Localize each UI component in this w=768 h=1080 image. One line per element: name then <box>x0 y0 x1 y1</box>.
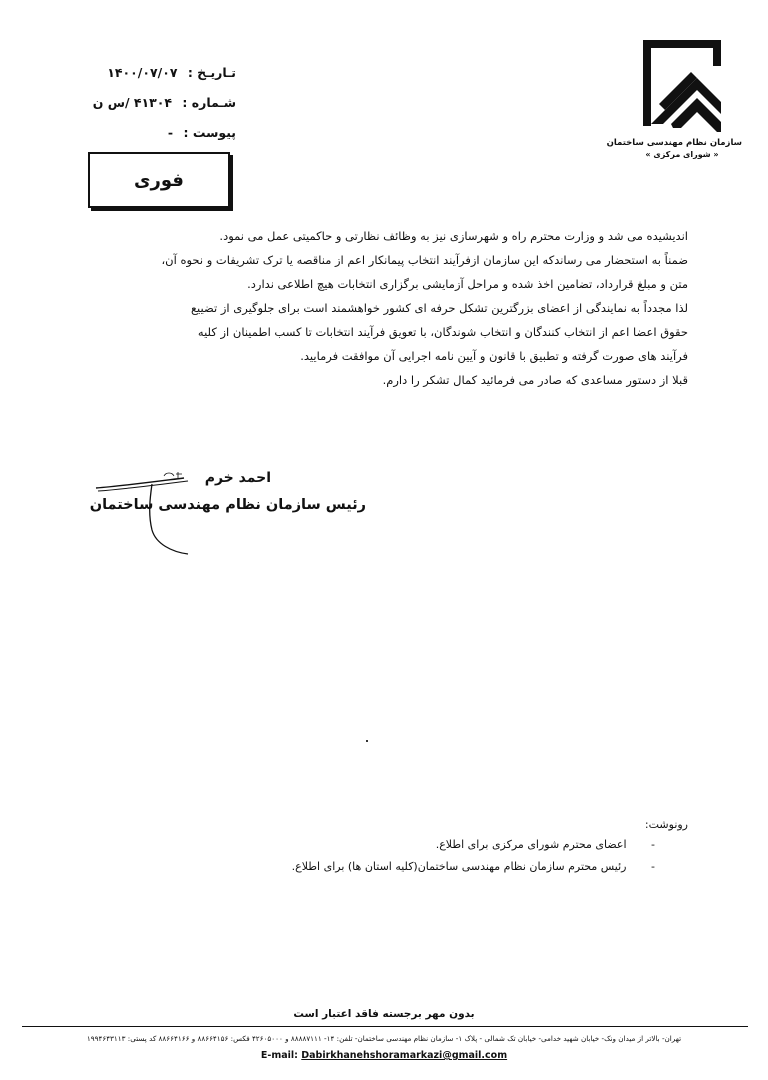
building-logo-icon <box>637 36 727 136</box>
attachment-label: پیوست : <box>183 125 236 140</box>
cc-item <box>292 834 664 856</box>
number-row <box>86 88 236 118</box>
org-council: « شورای مرکزی » <box>645 150 719 159</box>
cc-dash: - <box>651 838 655 851</box>
footer-address: تهران- بالاتر از میدان ونک- خیابان شهید خدامی- خیابان تک شمالی - پلاک ۱- سازمان نظام مهندسی ساختمان- تلفن: ۱۴- ۸۸۸۸۷۱۱۱ و ۴۲۶۰۵۰۰۰ فکس: ۸۸۶۶۴۱۵۶ و ۸۸۶۶۴۱۶۶ کد پستی: ۱۹۹۴۶۴۳۱۱۳ <box>86 1034 682 1043</box>
attachment-value: - <box>167 125 174 140</box>
email-label: E-mail: <box>260 1050 298 1061</box>
number-label: شـماره : <box>182 95 236 110</box>
email-link[interactable]: Dabirkhanehshoramarkazi@gmail.com <box>301 1050 508 1061</box>
body-line: اندیشیده می شد و وزارت محترم راه و شهرسازی نیز به وظائف نظارتی و حاکمیتی عمل می نمود. <box>219 229 688 243</box>
number-value: ۴۱۳۰۴ /س ن <box>92 95 173 110</box>
body-line: متن و مبلغ قرارداد، تضامین اخذ شده و مراحل آزمایشی برگزاری انتخابات هیچ اطلاعی ندارد. <box>247 277 688 291</box>
letter-body <box>76 224 688 392</box>
urgent-stamp: فوری <box>88 152 230 208</box>
signatory-title: رئیس سازمان نظام مهندسی ساختمان <box>89 497 366 513</box>
letter-meta <box>86 58 236 148</box>
footer-seal-note: بدون مهر برجسته فاقد اعتبار است <box>293 1008 475 1020</box>
cc-list <box>292 834 664 878</box>
cc-dash: - <box>651 860 655 873</box>
body-line: ضمناً به استحضار می رساندکه این سازمان ازفرآیند انتخاب پیمانکار اعم از مناقصه یا ترک تشریفات و نحوه آن، <box>161 253 688 267</box>
org-logo-block <box>606 36 742 159</box>
date-row <box>86 58 236 88</box>
signatory-name: احمد خرم <box>204 470 271 486</box>
cc-item-text: اعضای محترم شورای مرکزی برای اطلاع. <box>435 838 627 851</box>
date-value: ۱۴۰۰/۰۷/۰۷ <box>107 65 178 80</box>
body-line: حقوق اعضا اعم از انتخاب کنندگان و انتخاب شوندگان، با تعویق فرآیند انتخابات تا کسب اطمینان از کلیه <box>197 325 688 339</box>
handwritten-signature <box>92 468 222 558</box>
cc-item <box>292 856 664 878</box>
org-name: سازمان نظام مهندسی ساختمان <box>606 138 742 148</box>
cc-heading: رونوشت: <box>644 818 688 831</box>
cc-item-text: رئیس محترم سازمان نظام مهندسی ساختمان(کلیه استان ها) برای اطلاع. <box>291 860 627 873</box>
date-label: تـاریـخ : <box>187 65 236 80</box>
speck <box>366 740 368 742</box>
body-line: لذا مجدداً به نمایندگی از اعضای بزرگترین تشکل حرفه ای کشور خواهشمند است برای جلوگیری از تضییع <box>190 301 688 315</box>
body-line: قبلا از دستور مساعدی که صادر می فرمائید کمال تشکر را دارم. <box>382 373 688 387</box>
attachment-row <box>86 118 236 148</box>
footer-email <box>0 1050 768 1061</box>
body-line: فرآیند های صورت گرفته و تطبیق با قانون و آیین نامه اجرایی آن موافقت فرمایید. <box>300 349 688 363</box>
footer-divider <box>22 1026 748 1027</box>
